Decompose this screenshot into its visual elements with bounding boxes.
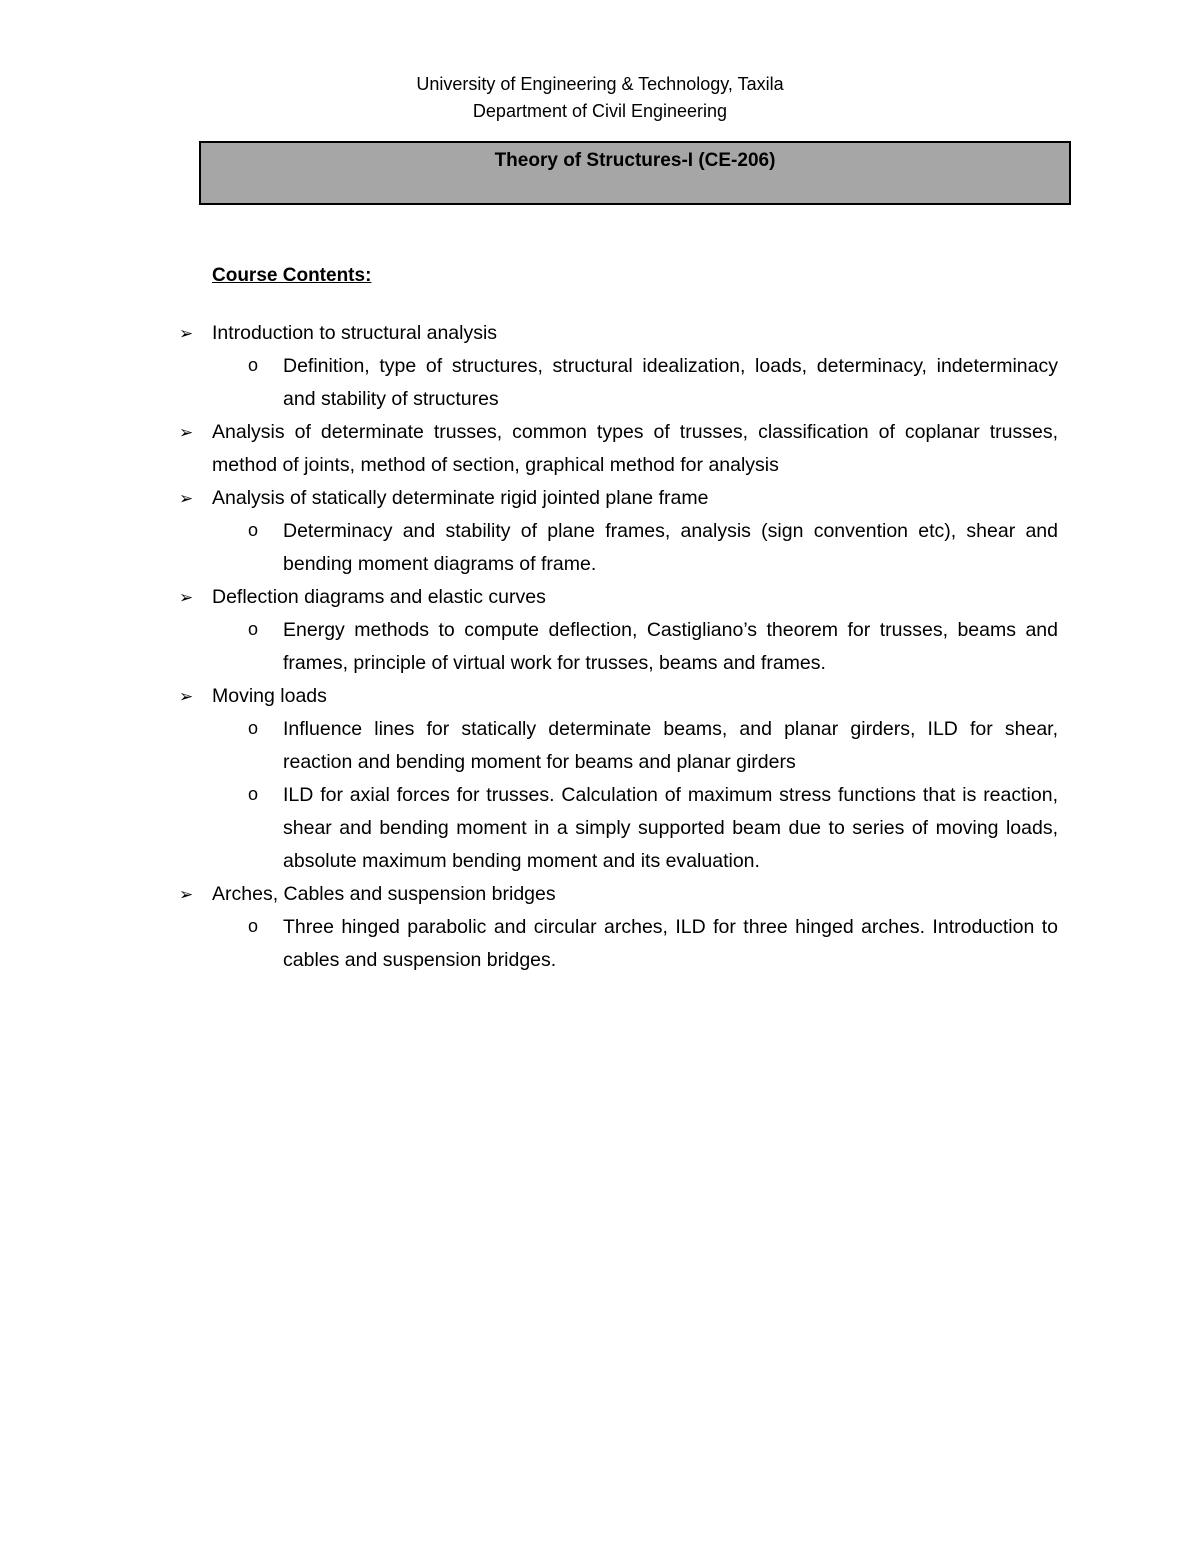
course-contents-heading: Course Contents: bbox=[212, 265, 372, 286]
subtopic-text: Energy methods to compute deflection, Castigliano’s theorem for trusses, beams and frames, principle of virtual work for trusses, beams and frames. bbox=[283, 619, 1058, 674]
circle-bullet-icon: o bbox=[248, 784, 259, 804]
topic-text: Analysis of statically determinate rigid jointed plane frame bbox=[212, 487, 709, 509]
topic-text: Deflection diagrams and elastic curves bbox=[212, 586, 546, 608]
topic-item bbox=[179, 416, 1058, 482]
arrowhead-bullet-icon: ➢ bbox=[179, 687, 194, 706]
topic-text: Moving loads bbox=[212, 685, 327, 707]
circle-bullet-icon: o bbox=[248, 916, 259, 936]
topic-text: Introduction to structural analysis bbox=[212, 322, 498, 344]
arrowhead-bullet-icon: ➢ bbox=[179, 423, 194, 442]
department-name: Department of Civil Engineering bbox=[472, 101, 728, 121]
subtopic-text: Definition, type of structures, structural idealization, loads, determinacy, indeterminacy and stability of structures bbox=[283, 355, 1058, 410]
topic-item bbox=[179, 581, 1058, 614]
arrowhead-bullet-icon: ➢ bbox=[179, 489, 194, 508]
topic-item bbox=[179, 680, 1058, 713]
circle-bullet-icon: o bbox=[248, 619, 259, 639]
arrowhead-bullet-icon: ➢ bbox=[179, 885, 194, 904]
course-contents-list bbox=[0, 317, 1200, 977]
circle-bullet-icon: o bbox=[248, 520, 259, 540]
subtopic-item bbox=[248, 713, 1058, 779]
subtopic-item bbox=[248, 911, 1058, 977]
circle-bullet-icon: o bbox=[248, 355, 259, 375]
subtopic-text: ILD for axial forces for trusses. Calculation of maximum stress functions that is reaction, shear and bending moment in a simply supported beam due to series of moving loads, absolute maximum bending moment and its evaluation. bbox=[283, 784, 1058, 872]
arrowhead-bullet-icon: ➢ bbox=[179, 324, 194, 343]
circle-bullet-icon: o bbox=[248, 718, 259, 738]
arrowhead-bullet-icon: ➢ bbox=[179, 588, 194, 607]
topic-item bbox=[179, 317, 1058, 350]
university-name: University of Engineering & Technology, Taxila bbox=[416, 74, 784, 94]
subtopic-text: Determinacy and stability of plane frames, analysis (sign convention etc), shear and bending moment diagrams of frame. bbox=[283, 520, 1058, 575]
subtopic-text: Influence lines for statically determinate beams, and planar girders, ILD for shear, reaction and bending moment for beams and planar girders bbox=[283, 718, 1058, 773]
subtopic-item bbox=[248, 515, 1058, 581]
course-title: Theory of Structures-I (CE-206) bbox=[494, 150, 776, 171]
topic-item bbox=[179, 878, 1058, 911]
topic-text: Analysis of determinate trusses, common types of trusses, classification of coplanar trusses, method of joints, method of section, graphical method for analysis bbox=[212, 421, 1058, 476]
subtopic-item bbox=[248, 350, 1058, 416]
topic-item bbox=[179, 482, 1058, 515]
topic-text: Arches, Cables and suspension bridges bbox=[212, 883, 556, 905]
subtopic-text: Three hinged parabolic and circular arches, ILD for three hinged arches. Introduction to cables and suspension bridges. bbox=[283, 916, 1058, 971]
subtopic-item bbox=[248, 779, 1058, 878]
course-title-box bbox=[199, 141, 1071, 205]
subtopic-item bbox=[248, 614, 1058, 680]
